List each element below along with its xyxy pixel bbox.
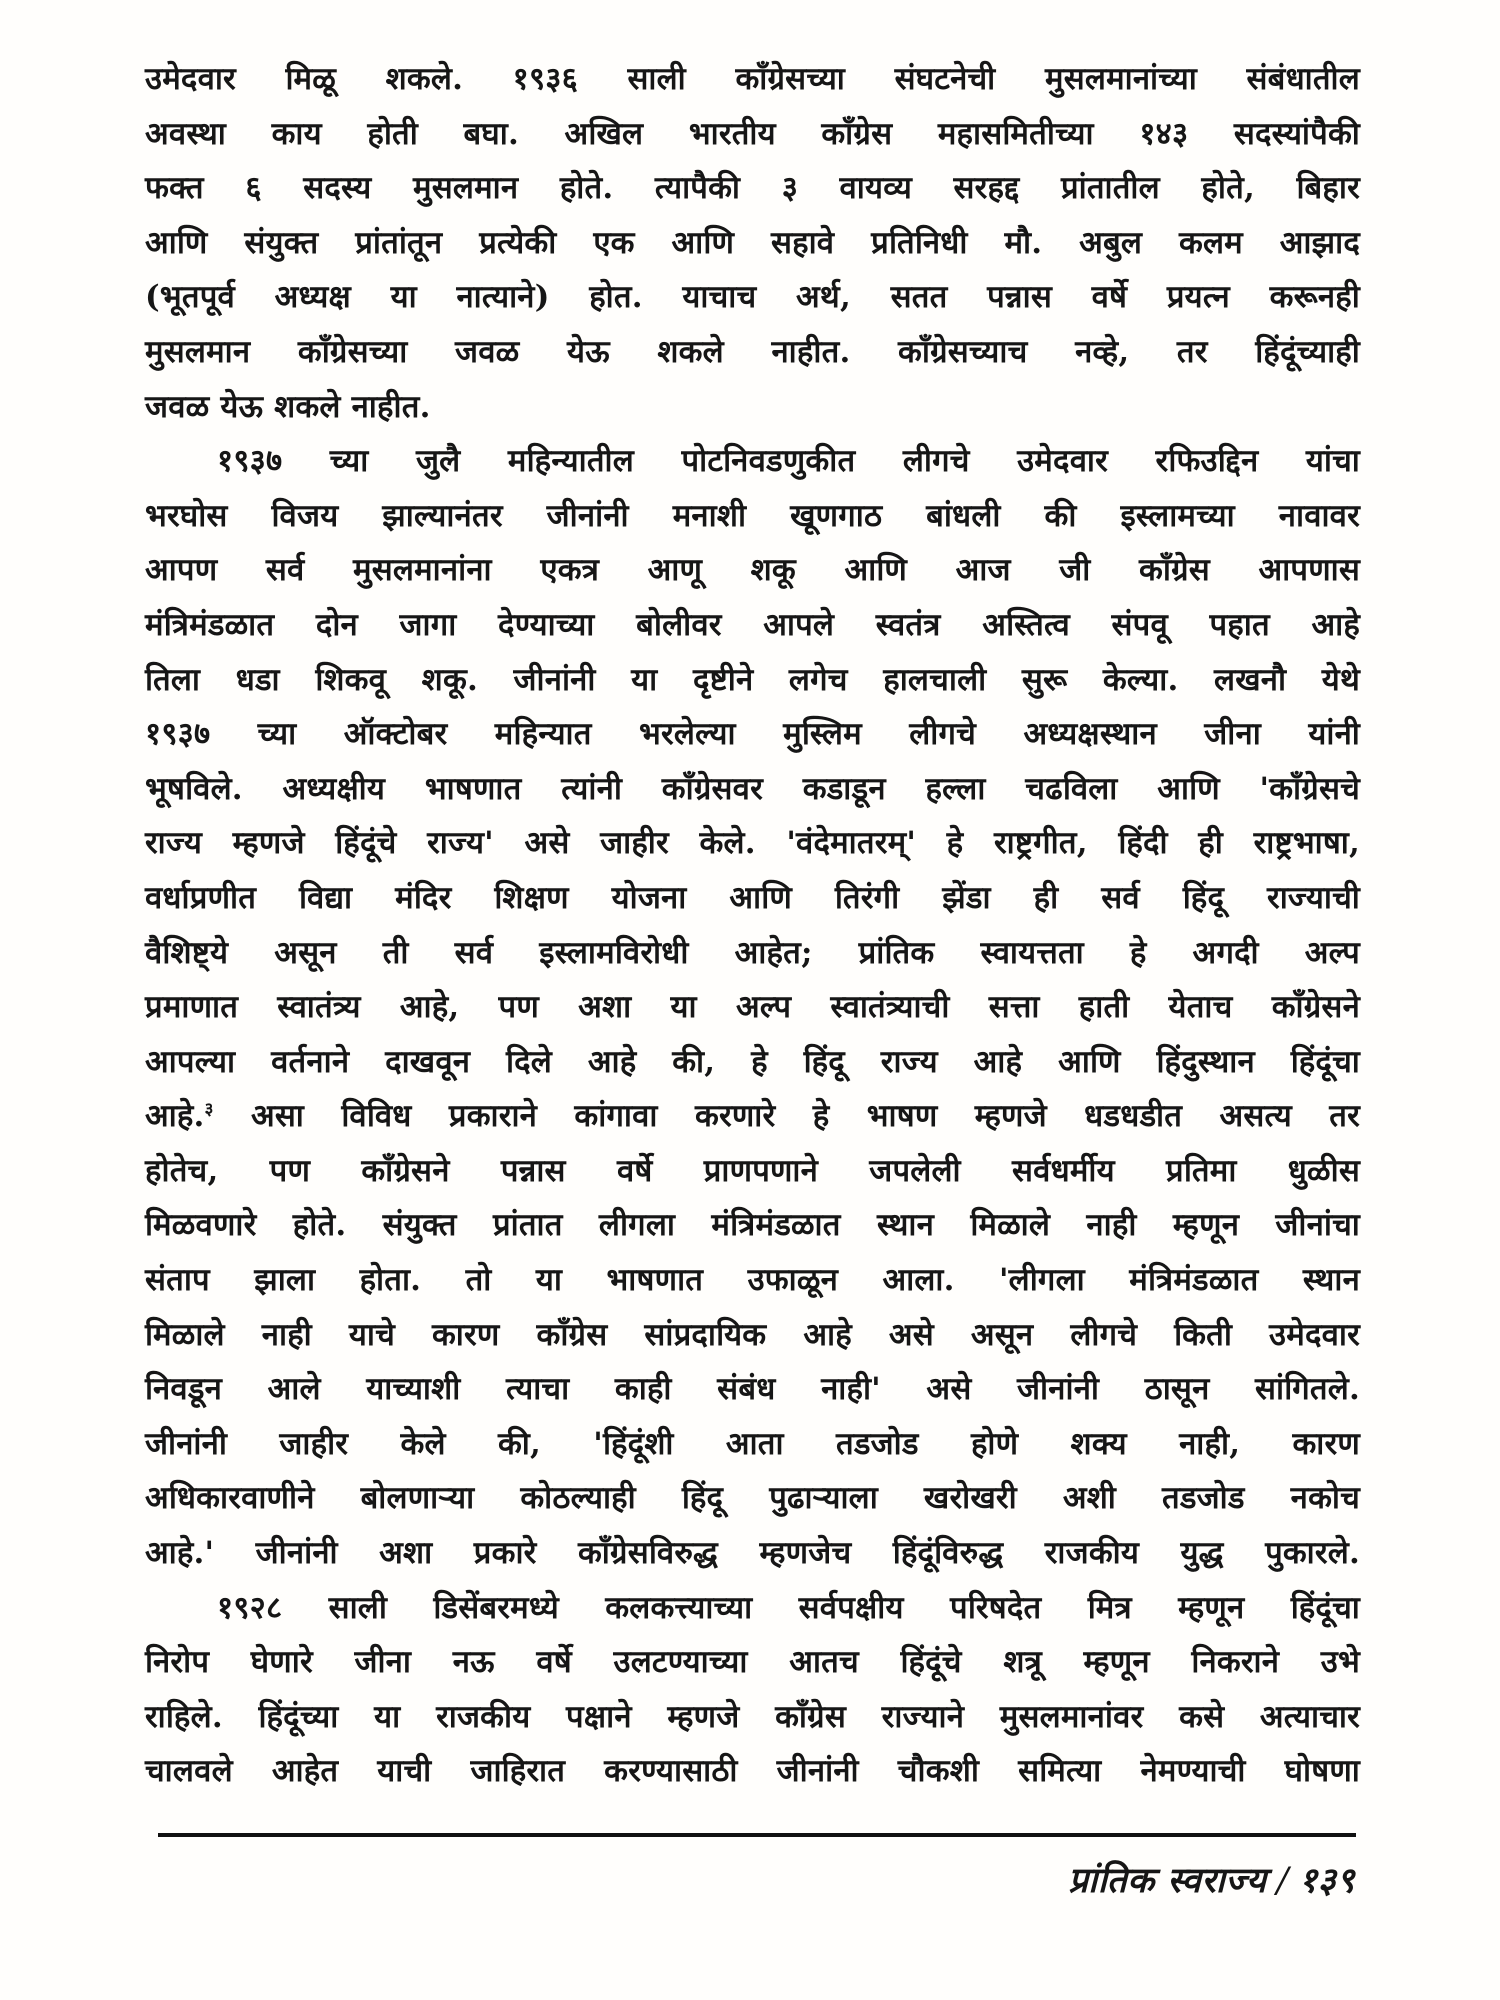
text-line: संताप झाला होता. तो या भाषणात उफाळून आला. 'लीगला मंत्रिमंडळात स्थान [145,1262,1360,1299]
text-line: उमेदवार मिळू शकले. १९३६ साली काँग्रेसच्या संघटनेची मुसलमानांच्या संबंधातील [145,61,1360,97]
text-line: होतेच, पण काँग्रेसने पन्नास वर्षे प्राणपणाने जपलेली सर्वधर्मीय प्रतिमा धुळीस [145,1152,1360,1189]
page-footer [1068,1856,1355,1903]
text-line: भरघोस विजय झाल्यानंतर जीनांनी मनाशी खूणगाठ बांधली की इस्लामच्या नावावर [145,497,1360,534]
footer-chapter-title: प्रांतिक स्वराज्य [1068,1860,1267,1901]
text-line: जीनांनी जाहीर केले की, 'हिंदूंशी आता तडजोड होणे शक्य नाही, कारण [145,1425,1360,1462]
text-line: आपल्या वर्तनाने दाखवून दिले आहे की, हे हिंदू राज्य आहे आणि हिंदुस्थान हिंदूंचा [145,1043,1360,1080]
text-line: मुसलमान काँग्रेसच्या जवळ येऊ शकले नाहीत. काँग्रेसच्याच नव्हे, तर हिंदूंच्याही [145,333,1360,370]
text-line: १९२८ साली डिसेंबरमध्ये कलकत्त्याच्या सर्वपक्षीय परिषदेत मित्र म्हणून हिंदूंचा [217,1589,1360,1626]
text-line: आहे.$^३$ असा विविध प्रकाराने कांगावा करणारे हे भाषण म्हणजे धडधडीत असत्य तर [145,1098,1360,1135]
text-line: १९३७ च्या ऑक्टोबर महिन्यात भरलेल्या मुस्लिम लीगचे अध्यक्षस्थान जीना यांनी [145,716,1360,753]
text-line: चालवले आहेत याची जाहिरात करण्यासाठी जीनांनी चौकशी समित्या नेमण्याची घोषणा [145,1753,1360,1790]
text-line: फक्त ६ सदस्य मुसलमान होते. त्यापैकी ३ वायव्य सरहद्द प्रांतातील होते, बिहार [145,170,1360,207]
text-line: अवस्था काय होती बघा. अखिल भारतीय काँग्रेस महासमितीच्या १४३ सदस्यांपैकी [145,115,1360,152]
text-line: भूषविले. अध्यक्षीय भाषणात त्यांनी काँग्रेसवर कडाडून हल्ला चढविला आणि 'काँग्रेसचे [145,770,1360,807]
text-line: १९३७ च्या जुलै महिन्यातील पोटनिवडणुकीत लीगचे उमेदवार रफिउद्दिन यांचा [217,443,1360,480]
text-line: आणि संयुक्त प्रांतांतून प्रत्येकी एक आणि सहावे प्रतिनिधी मौ. अबुल कलम आझाद [145,224,1360,261]
text-block [145,52,1360,1799]
text-line: मिळवणारे होते. संयुक्त प्रांतात लीगला मंत्रिमंडळात स्थान मिळाले नाही म्हणून जीनांचा [145,1207,1360,1244]
text-line: (भूतपूर्व अध्यक्ष या नात्याने) होत. याचाच अर्थ, सतत पन्नास वर्षे प्रयत्न करूनही [145,279,1360,316]
text-line: निवडून आले याच्याशी त्याचा काही संबंध नाही' असे जीनांनी ठासून सांगितले. [145,1371,1360,1408]
footnote-reference: ३ [204,1099,214,1120]
text-line: आहे.' जीनांनी अशा प्रकारे काँग्रेसविरुद्ध म्हणजेच हिंदूंविरुद्ध राजकीय युद्ध पुकारले. [145,1535,1360,1572]
text-line: राहिले. हिंदूंच्या या राजकीय पक्षाने म्हणजे काँग्रेस राज्याने मुसलमानांवर कसे अत्याचार [145,1698,1360,1735]
text-line: आपण सर्व मुसलमानांना एकत्र आणू शकू आणि आज जी काँग्रेस आपणास [145,552,1360,589]
footer-separator: / [1276,1861,1289,1901]
text-line: निरोप घेणारे जीना नऊ वर्षे उलटण्याच्या आतच हिंदूंचे शत्रू म्हणून निकराने उभे [145,1644,1360,1681]
text-line: मिळाले नाही याचे कारण काँग्रेस सांप्रदायिक आहे असे असून लीगचे किती उमेदवार [145,1316,1360,1353]
text-line: मंत्रिमंडळात दोन जागा देण्याच्या बोलीवर आपले स्वतंत्र अस्तित्व संपवू पहात आहे [145,606,1360,643]
text-line: वर्धाप्रणीत विद्या मंदिर शिक्षण योजना आणि तिरंगी झेंडा ही सर्व हिंदू राज्याची [145,879,1360,916]
text-line: तिला धडा शिकवू शकू. जीनांनी या दृष्टीने लगेच हालचाली सुरू केल्या. लखनौ येथे [145,661,1360,698]
text-line: जवळ येऊ शकले नाहीत. [145,388,431,425]
text-line: वैशिष्ट्ये असून ती सर्व इस्लामविरोधी आहेत; प्रांतिक स्वायत्तता हे अगदी अल्प [145,934,1360,971]
footer-divider [158,1833,1356,1837]
footer-page-number: १३९ [1298,1860,1355,1901]
text-line: राज्य म्हणजे हिंदूंचे राज्य' असे जाहीर केले. 'वंदेमातरम्' हे राष्ट्रगीत, हिंदी ही राष्ट्रभाषा, [145,825,1360,862]
text-line: अधिकारवाणीने बोलणाऱ्या कोठल्याही हिंदू पुढाऱ्याला खरोखरी अशी तडजोड नकोच [145,1480,1360,1517]
text-line: प्रमाणात स्वातंत्र्य आहे, पण अशा या अल्प स्वातंत्र्याची सत्ता हाती येताच काँग्रेसने [145,989,1360,1026]
